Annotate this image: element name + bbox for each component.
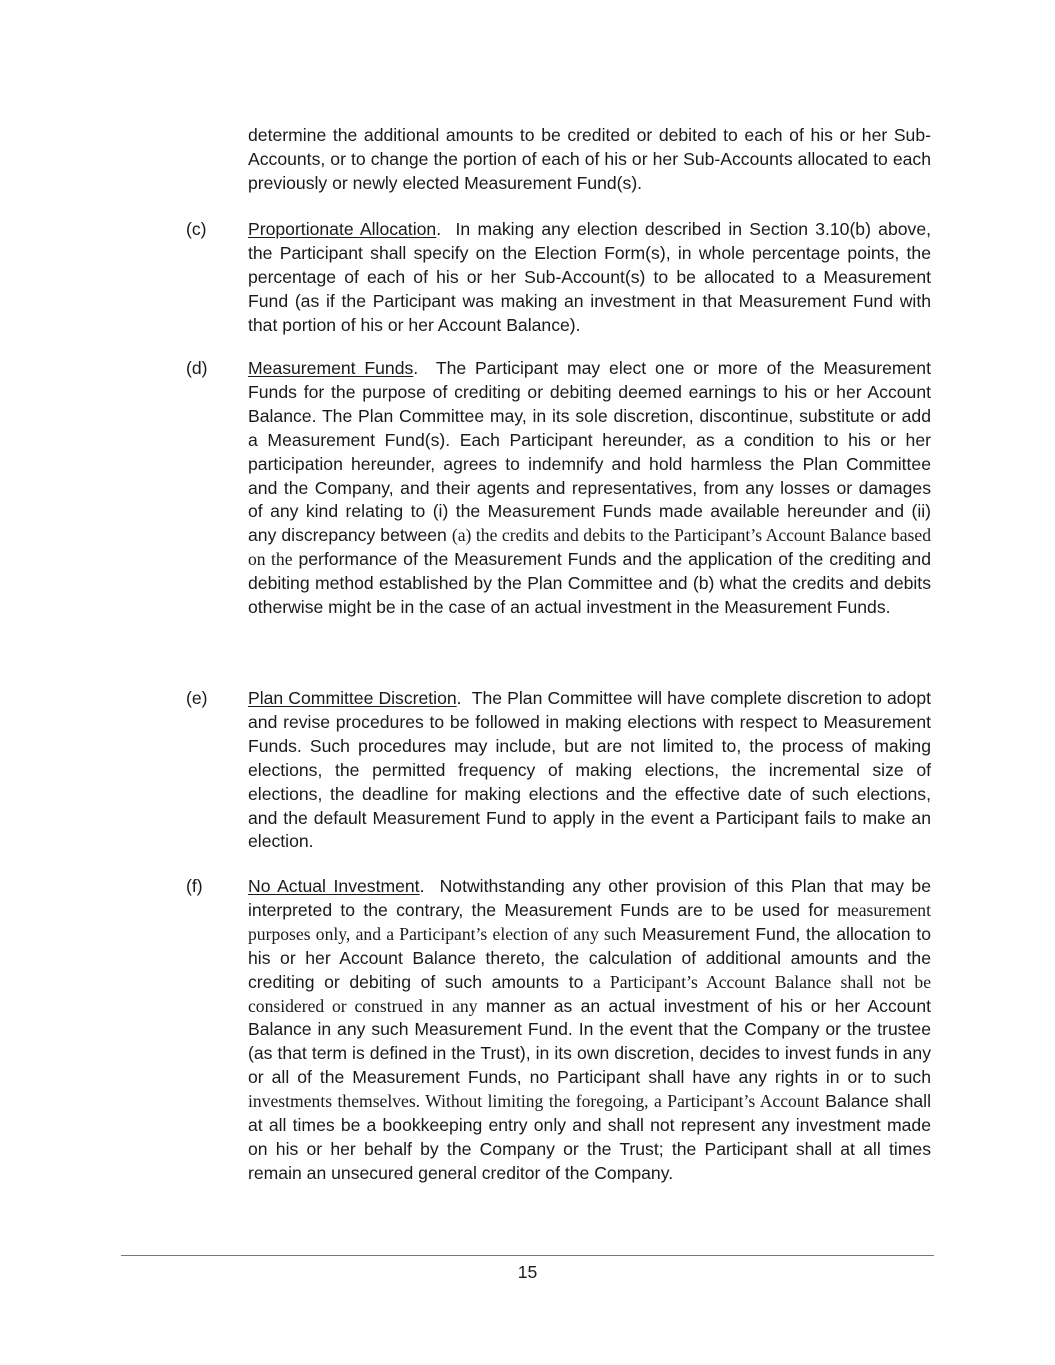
section-d-body-2: (a) the credits and debits to the Participant’s Account Balance based on the [248,525,931,570]
section-f-paragraph: No Actual Investment. Notwithstanding any other provision of this Plan that may be interpreted to the contrary, the Measurement Funds are to be used for measurement purposes only, and a Participant’s election of any such Measurement Fund, the allocation to his or her Account Balance thereto, the calculation of additional amounts and the crediting or debiting of such amounts to a Participant’s Account Balance shall not be considered or construed in any manner as an actual investment of his or her Account Balance in any such Measurement Fund. In the event that the Company or the trustee (as that term is defined in the Trust), in its own discretion, decides to invest funds in any or all of the Measurement Funds, no Participant shall have any rights in or to such investments themselves. Without limiting the foregoing, a Participant’s Account Balance shall at all times be a bookkeeping entry only and shall not represent any investment made on his or her behalf by the Company or the Trust; the Participant shall at all times remain an unsecured general creditor of the Company. [248,876,932,1183]
section-c-heading: Proportionate Allocation [248,219,437,239]
section-f-body-6: investments themselves. Without limiting the foregoing, a Participant’s Account [248,1091,820,1112]
section-e-label: (e) [186,688,208,708]
section-e-paragraph: Plan Committee Discretion. The Plan Committee will have complete discretion to adopt and revise procedures to be followed in making elections with respect to Measurement Funds. Such procedures may include, but are not limited to, the process of making elections, the permitted frequency of making elections, the incremental size of elections, the deadline for making elections and the effective date of such elections, and the default Measurement Fund to apply in the event a Participant fails to make an election. [248,688,932,852]
page-number: 15 [517,1262,538,1282]
section-f-body-5: manner as an actual investment of his or her Account Balance in any such Measurement Fund. In the event that the Company or the trustee (as that term is defined in the Trust), in its own discretion, decides to invest funds in any or all of the Measurement Funds, no Participant shall have any rights in or to such [248,995,932,1088]
section-c-paragraph: Proportionate Allocation. In making any election described in Section 3.10(b) above, the Participant shall specify on the Election Form(s), in whole percentage points, the percentage of each of his or her Sub-Account(s) to be allocated to a Measurement Fund (as if the Participant was making an investment in that Measurement Fund with that portion of his or her Account Balance). [248,219,932,335]
section-d-body-1: The Participant may elect one or more of the Measurement Funds for the purpose of crediting or debiting deemed earnings to his or her Account Balance. The Plan Committee may, in its sole discretion, discontinue, substitute or add a Measurement Fund(s). Each Participant hereunder, as a condition to his or her participation hereunder, agrees to indemnify and hold harmless the Plan Committee and the Company, and their agents and representatives, from any losses or damages of any kind relating to (i) the Measurement Funds made available hereunder and (ii) any discrepancy between [248,358,931,546]
section-d-heading: Measurement Funds [248,358,414,378]
section-f-heading: No Actual Investment [248,876,420,896]
section-e-heading: Plan Committee Discretion [248,688,457,708]
section-f-label: (f) [186,876,203,896]
section-c-label: (c) [186,219,207,239]
intro-text: determine the additional amounts to be credited or debited to each of his or her Sub-Accounts, or to change the portion of each of his or her Sub-Accounts allocated to each previously or newly elected Measurement Fund(s). [248,125,931,193]
section-f-body-1: Notwithstanding any other provision of this Plan that may be interpreted to the contrary, the Measurement Funds are to be used for [248,876,931,920]
footer-divider [121,1255,934,1256]
section-d-paragraph: Measurement Funds. The Participant may elect one or more of the Measurement Funds for the purpose of crediting or debiting deemed earnings to his or her Account Balance. The Plan Committee may, in its sole discretion, discontinue, substitute or add a Measurement Fund(s). Each Participant hereunder, as a condition to his or her participation hereunder, agrees to indemnify and hold harmless the Plan Committee and the Company, and their agents and representatives, from any losses or damages of any kind relating to (i) the Measurement Funds made available hereunder and (ii) any discrepancy between (a) the credits and debits to the Participant’s Account Balance based on the performance of the Measurement Funds and the application of the crediting and debiting method established by the Plan Committee and (b) what the credits and debits otherwise might be in the case of an actual investment in the Measurement Funds. [248,358,931,618]
intro-paragraph [248,124,931,196]
section-f-body-3: Measurement Fund, the allocation to his or her Account Balance thereto, the calculation of additional amounts and the crediting or debiting of such amounts to [248,923,932,992]
section-d-label: (d) [186,358,208,378]
section-f-body-7: Balance shall at all times be a bookkeeping entry only and shall not represent any investment made on his or her behalf by the Company or the Trust; the Participant shall at all times remain an unsecured general creditor of the Company. [248,1091,931,1183]
section-d-body-3: performance of the Measurement Funds and the application of the crediting and debiting method established by the Plan Committee and (b) what the credits and debits otherwise might be in the case of an actual investment in the Measurement Funds. [248,549,931,618]
section-c-body: In making any election described in Section 3.10(b) above, the Participant shall specify on the Election Form(s), in whole percentage points, the percentage of each of his or her Sub-Account(s) to be allocated to a Measurement Fund (as if the Participant was making an investment in that Measurement Fund with that portion of his or her Account Balance). [248,219,932,335]
section-f-body-2: measurement purposes only, and a Participant’s election of any such [248,899,931,944]
section-e-body: The Plan Committee will have complete discretion to adopt and revise procedures to be followed in making elections with respect to Measurement Funds. Such procedures may include, but are not limited to, the process of making elections, the permitted frequency of making elections, the incremental size of elections, the deadline for making elections and the effective date of such elections, and the default Measurement Fund to apply in the event a Participant fails to make an election. [248,688,932,852]
section-f-body-4: a Participant’s Account Balance shall not be considered or construed in any [248,971,932,1016]
